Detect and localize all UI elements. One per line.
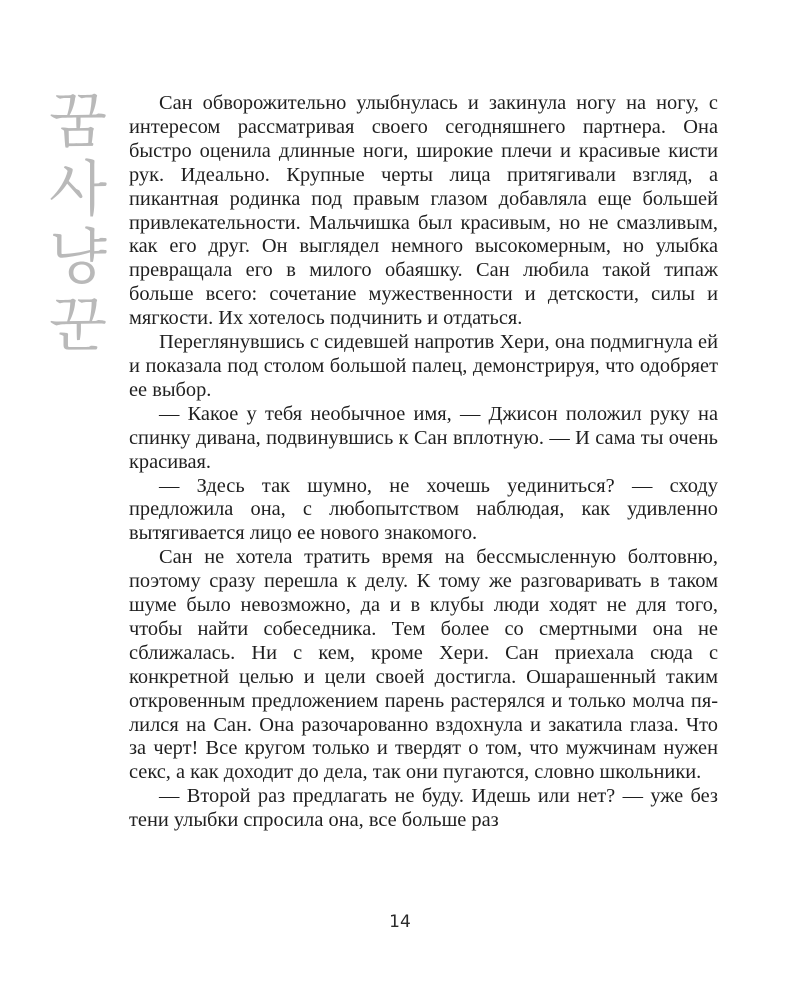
body-text xyxy=(129,92,718,833)
title-char: 냥 xyxy=(49,223,107,293)
paragraph: — Второй раз предлагать не буду. Идешь или нет? — уже без тени улыбки спросила она, все больше раз xyxy=(129,785,718,832)
paragraph: Сан обворожительно улыбнулась и закинула ногу на ногу, с интересом рассматривая своего сегодняшнего партнера. Она быстро оценила длинные ноги, широкие плечи и красивые кисти рук. Идеально. Крупные черты лица притягивали взгляд, а пикантная родинка под правым глазом добавляла еще большей привлекательности. Мальчишка был красивым, но не смазливым, как его друг. Он выглядел немного высокомерным, но улыбка превращала его в милого обаяшку. Сан любила такой типаж больше всего: сочетание мужественности и детскости, силы и мягкости. Их хотелось подчинить и отдаться. xyxy=(129,92,718,330)
vertical-korean-title xyxy=(38,88,118,360)
title-char: 꾼 xyxy=(49,291,107,361)
title-char: 사 xyxy=(49,155,107,225)
paragraph: Сан не хотела тратить время на бессмысленную болтовню, поэтому сразу перешла к делу. К тому же разговаривать в таком шуме было невозможно, да и в клубы люди ходят не для того, чтобы найти собеседника. Тем более со смертными она не сближалась. Ни с кем, кроме Хери. Сан приехала сюда с конкретной целью и цели своей достигла. Ошарашенный таким откровенным предложением парень растерялся и только молча пялился на Сан. Она разочарованно вздохнула и закатила глаза. Что за черт! Все кругом только и твердят о том, что мужчинам нужен секс, а как доходит до дела, так они пугаются, словно школьники. xyxy=(129,546,718,784)
page-number: 14 xyxy=(389,912,411,932)
title-char: 꿈 xyxy=(49,87,107,157)
paragraph: — Какое у тебя необычное имя, — Джисон положил руку на спинку дивана, подвинувшись к Сан вплотную. — И сама ты очень красивая. xyxy=(129,402,718,473)
paragraph: Переглянувшись с сидевшей напротив Хери, она подмигнула ей и показала под столом большой палец, демонстрируя, что одобряет ее выбор. xyxy=(129,331,718,401)
paragraph: — Здесь так шумно, не хочешь уединиться? — сходу предложила она, с любопытством наблюдая, как удивленно вытягивается лицо ее нового знакомого. xyxy=(129,474,718,545)
